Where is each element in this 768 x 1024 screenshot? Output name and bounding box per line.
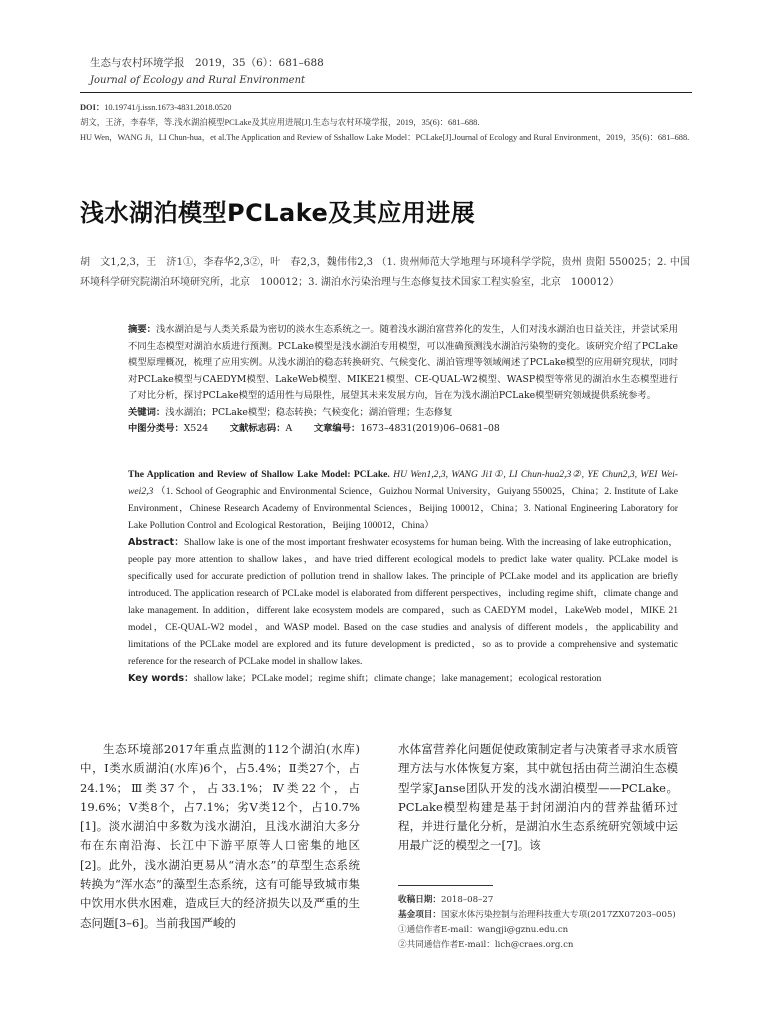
abstract-en-text: Shallow lake is one of the most important freshwater ecosystems for human being. With the increasing of lake eutrophication，people pay more attention to shallow lakes，and have tried different ecological models to predict lake water quality. PCLake model is specifically used for accurate prediction of pollution trend in shallow lakes. The principle of PCLake model and its application are briefly introduced. The application research of PCLake model is elaborated from different perspectives，including regime shift，climate change and lake management. In addition，different lake ecosystem models are compared，such as CAEDYM model，LakeWeb model，MIKE 21 model，CE-QUAL-W2 model，and WASP model. Based on the case studies and analysis of different models，the applicability and limitations of the PCLake model are explored and its future development is predicted，so as to provide a comprehensive and systematic reference for the research of PCLake model in shallow lakes. xyxy=(128,537,678,667)
body-column-right xyxy=(398,740,678,856)
keywords-en: shallow lake；PCLake model；regime shift；climate change；lake management；ecological restoration xyxy=(193,673,602,684)
body-paragraph: 水体富营养化问题促使政策制定者与决策者寻求水质管理方法与水体恢复方案，其中就包括由荷兰湖泊生态模型学家Janse团队开发的浅水湖泊模型——PCLake。PCLake模型构建是基于封闭湖泊内的营养盐循环过程，并进行量化分析，是湖泊水生态系统研究领域中运用最广泛的模型之一[7]。该 xyxy=(398,742,678,853)
doc-code-label: 文献标志码： xyxy=(229,423,286,434)
abstract-cn-text: 浅水湖泊是与人类关系最为密切的淡水生态系统之一。随着浅水湖泊富营养化的发生，人们对浅水湖泊也日益关注，并尝试采用不同生态模型对湖泊水质进行预测。PCLake模型是浅水湖泊专用模型，可以准确预测浅水湖泊污染物的变化。该研究介绍了PCLake模型原理概况，梳理了应用实例。从浅水湖泊的稳态转换研究、气候变化、湖泊管理等领域阐述了PCLake模型的应用研究现状，同时对PCLake模型与CAEDYM模型、LakeWeb模型、MIKE21模型、CE-QUAL-W2模型、WASP模型等常见的湖泊水生态模型进行了对比分析，探讨PCLake模型的适用性与局限性，展望其未来发展方向，旨在为浅水湖泊PCLake模型研究领域提供系统参考。 xyxy=(128,324,678,401)
citation-block xyxy=(80,100,692,145)
abstract-cn xyxy=(128,322,678,438)
authors-en: HU Wen1,2,3, WANG Ji1①, LI Chun-hua2,3②, YE Chun2,3, WEI Wei-wei2,3 xyxy=(128,469,678,497)
affiliations-en: （1. School of Geographic and Environmental Science，Guizhou Normal University，Guiyang 550025，China；2. Institute of Lake Environment，Chinese Research Academy of Environmental Sciences，Beijing 100012，China；3. National Engineering Laboratory for Lake Pollution Control and Ecological Restoration，Beijing 100012，China） xyxy=(128,486,678,531)
keywords-cn-label: 关键词： xyxy=(128,406,166,418)
journal-name-en: Journal of Ecology and Rural Environment xyxy=(90,75,306,86)
corresponding-author-2: ②共同通信作者E-mail：lich@craes.org.cn xyxy=(398,940,574,950)
doi-link[interactable]: 10.19741/j.issn.1673-4831.2018.0520 xyxy=(104,103,232,112)
journal-header xyxy=(90,55,324,86)
corresponding-author-1: ①通信作者E-mail：wangji@gznu.edu.cn xyxy=(398,925,569,935)
received-date: 2018–08–27 xyxy=(440,895,494,905)
footnotes xyxy=(398,893,698,953)
keywords-cn: 浅水湖泊；PCLake模型；稳态转换；气候变化；湖泊管理；生态修复 xyxy=(165,406,453,418)
abstract-en xyxy=(128,466,678,687)
clc-value: X524 xyxy=(183,423,209,434)
article-title: 浅水湖泊模型PCLake及其应用进展 xyxy=(80,199,476,227)
header-divider xyxy=(80,92,692,93)
footnote-divider xyxy=(398,885,493,886)
article-no-value: 1673–4831(2019)06–0681–08 xyxy=(360,423,500,434)
keywords-en-label: Key words： xyxy=(128,673,194,684)
citation-cn: 胡文，王济，李春华，等.浅水湖泊模型PCLake及其应用进展[J].生态与农村环境学报，2019，35(6)：681–688. xyxy=(80,118,480,127)
doi-line xyxy=(80,100,692,115)
body-paragraph: 生态环境部2017年重点监测的112个湖泊(水库)中，Ⅰ类水质湖泊(水库)6个，占5.4%；Ⅱ类27个，占24.1%；Ⅲ类37个，占33.1%；Ⅳ类22个，占19.6%；Ⅴ类8个，占7.1%；劣Ⅴ类12个，占10.7%[1]。淡水湖泊中多数为浅水湖泊，且浅水湖泊大多分布在东南沿海、长江中下游平原等人口密集的地区[2]。此外，浅水湖泊更易从“清水态”的草型生态系统转换为“浑水态”的藻型生态系统，这有可能导致城市集中饮用水供水困难，造成巨大的经济损失以及严重的生态问题[3–6]。当前我国严峻的 xyxy=(80,742,360,930)
received-label: 收稿日期： xyxy=(398,895,441,905)
body-column-left xyxy=(80,740,360,933)
doc-code-value: A xyxy=(285,423,293,434)
title-en: The Application and Review of Shallow Lake Model: PCLake. xyxy=(128,469,390,480)
article-no-label: 文章编号： xyxy=(313,423,361,434)
authors-affiliations-cn: 胡 文1,2,3，王 济1①，李春华2,3②，叶 春2,3，魏伟伟2,3 （1. 贵州师范大学地理与环境科学学院，贵州 贵阳 550025；2. 中国环境科学研究院湖泊环境研究所，北京 100012；3. 湖泊水污染治理与生态修复技术国家工程实验室，北京 100012） xyxy=(80,257,690,288)
doi-label: DOI： xyxy=(80,103,105,112)
fund-label: 基金项目： xyxy=(398,910,441,920)
journal-name-cn: 生态与农村环境学报 2019，35（6）：681–688 xyxy=(90,57,324,69)
citation-en: HU Wen，WANG Ji，LI Chun-hua，et al.The Application and Review of Sshallow Lake Model：PCLake[J].Journal of Ecology and Rural Environment，2019，35(6)：681–688. xyxy=(80,133,690,142)
abstract-cn-label: 摘要： xyxy=(128,324,156,335)
abstract-en-label: Abstract： xyxy=(128,537,185,548)
clc-label: 中图分类号： xyxy=(128,423,184,434)
fund-text: 国家水体污染控制与治理科技重大专项(2017ZX07203–005) xyxy=(440,910,676,920)
